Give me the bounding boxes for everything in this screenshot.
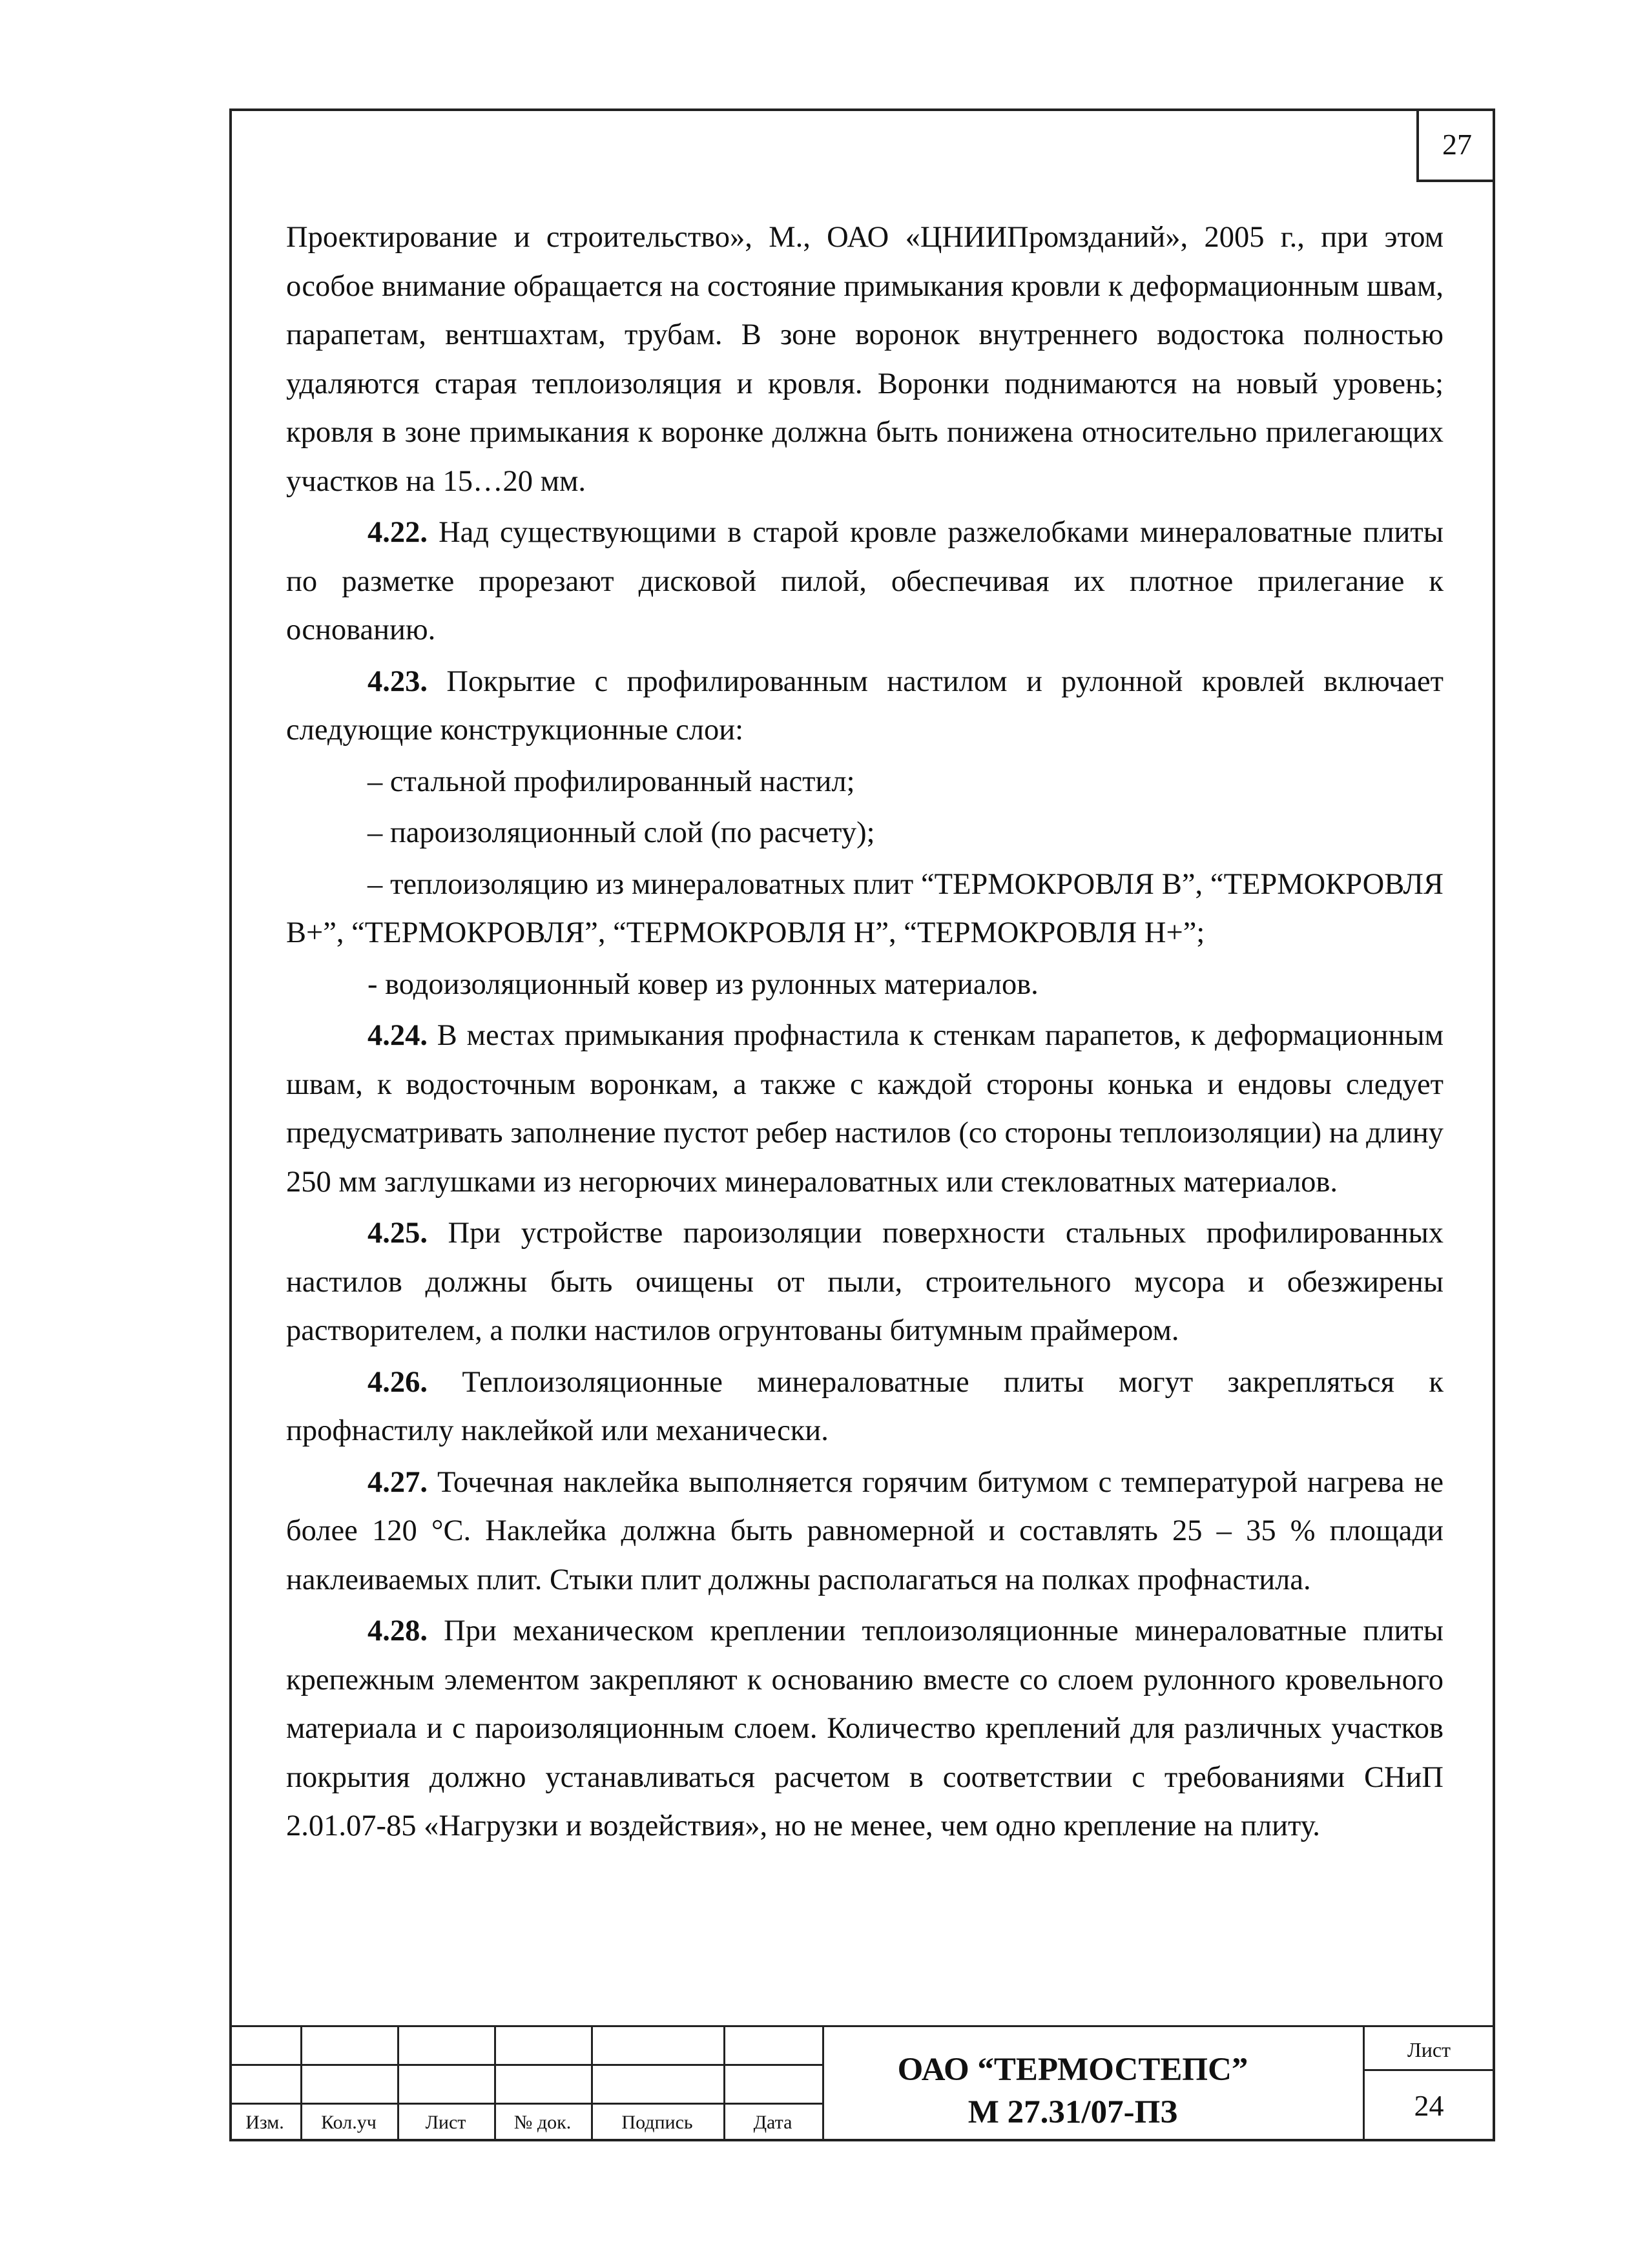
sheet-label: Лист <box>1407 2038 1451 2061</box>
section-text: При механическом креплении теплоизоляционные минераловатные плиты крепежным элементом закрепляют к основанию вместе со слоем рулонного кровельного материала и с пароизоляционным слоем. Количество креплений для различных участков покрытия должно устанавливаться расчетом в соответствии с требованиями СНиП 2.01.07-85 «Нагрузки и воздействия», но не менее, чем одно крепление на плиту. <box>286 1614 1444 1842</box>
section-4-28 <box>286 1607 1444 1851</box>
section-4-24 <box>286 1011 1444 1206</box>
stamp-col-list: Лист <box>425 2112 466 2133</box>
sheet-number: 24 <box>1414 2089 1444 2122</box>
stamp-line <box>229 2103 822 2105</box>
stamp-col-koluch: Кол.уч <box>321 2112 377 2133</box>
stamp-line <box>1363 2069 1495 2071</box>
list-item: – теплоизоляцию из минераловатных плит “ТЕРМОКРОВЛЯ В”, “ТЕРМОКРОВЛЯ В+”, “ТЕРМОКРОВЛЯ”, “ТЕРМОКРОВЛЯ Н”, “ТЕРМОКРОВЛЯ Н+”; <box>286 867 1444 949</box>
stamp-col-date: Дата <box>753 2112 792 2133</box>
section-number: 4.27. <box>367 1465 428 1499</box>
stamp-col-doc: № док. <box>513 2112 572 2133</box>
section-text: Покрытие с профилированным настилом и рулонной кровлей включает следующие конструкционные слои: <box>286 665 1444 747</box>
section-text: При устройстве пароизоляции поверхности стальных профилированных настилов должны быть очищены от пыли, строительного мусора и обезжирены растворителем, а полки настилов огрунтованы битумным праймером. <box>286 1217 1444 1347</box>
section-text: Теплоизоляционные минераловатные плиты могут закрепляться к профнастилу наклейкой или механически. <box>286 1365 1444 1447</box>
section-4-23 <box>286 657 1444 755</box>
list-item: – стальной профилированный настил; <box>367 765 855 798</box>
section-4-22 <box>286 508 1444 655</box>
section-number: 4.24. <box>367 1019 428 1052</box>
list-item: - водоизоляционный ковер из рулонных материалов. <box>367 967 1039 1001</box>
section-number: 4.26. <box>367 1365 428 1399</box>
section-number: 4.25. <box>367 1217 428 1250</box>
section-text: Над существующими в старой кровле разжелобками минераловатные плиты по разметке прорезают дисковой пилой, обеспечивая их плотное прилегание к основанию. <box>286 516 1444 646</box>
section-number: 4.22. <box>367 516 428 549</box>
stamp-col-signature: Подпись <box>621 2112 693 2133</box>
paragraph-continuation: Проектирование и строительство», М., ОАО «ЦНИИПромзданий», 2005 г., при этом особое внимание обращается на состояние примыкания кровли к деформационным швам, парапетам, вентшахтам, трубам. В зоне воронок внутреннего водостока полностью удаляются старая теплоизоляция и кровля. Воронки поднимаются на новый уровень; кровля в зоне примыкания к воронке должна быть понижена относительно прилегающих участков на 15…20 мм. <box>286 221 1444 498</box>
organization-block <box>822 2048 1323 2134</box>
section-text: Точечная наклейка выполняется горячим битумом с температурой нагрева не более 120 °С. Наклейка должна быть равномерной и составлять 25 – 35 % площади наклеиваемых плит. Стыки плит должны располагаться на полках профнастила. <box>286 1465 1444 1596</box>
section-number: 4.23. <box>367 665 428 698</box>
title-block <box>229 2025 1495 2141</box>
stamp-col-izm: Изм. <box>245 2112 284 2133</box>
section-4-25 <box>286 1209 1444 1356</box>
organization-name: ОАО “ТЕРМОСТЕПС” <box>897 2052 1248 2088</box>
section-text: В местах примыкания профнастила к стенкам парапетов, к деформационным швам, к водосточным воронкам, а также с каждой стороны конька и ендовы следует предусматривать заполнение пустот ребер настилов (со стороны теплоизоляции) на длину 250 мм заглушками из негорючих минераловатных или стекловатных материалов. <box>286 1019 1444 1199</box>
page-number: 27 <box>1416 108 1495 182</box>
stamp-line <box>229 2064 822 2066</box>
section-4-27 <box>286 1458 1444 1605</box>
section-number: 4.28. <box>367 1614 428 1647</box>
stamp-line <box>229 2025 1495 2027</box>
section-4-26 <box>286 1358 1444 1456</box>
document-body <box>286 213 1444 1851</box>
list-item: – пароизоляционный слой (по расчету); <box>367 816 875 849</box>
document-code: М 27.31/07-ПЗ <box>968 2094 1178 2130</box>
